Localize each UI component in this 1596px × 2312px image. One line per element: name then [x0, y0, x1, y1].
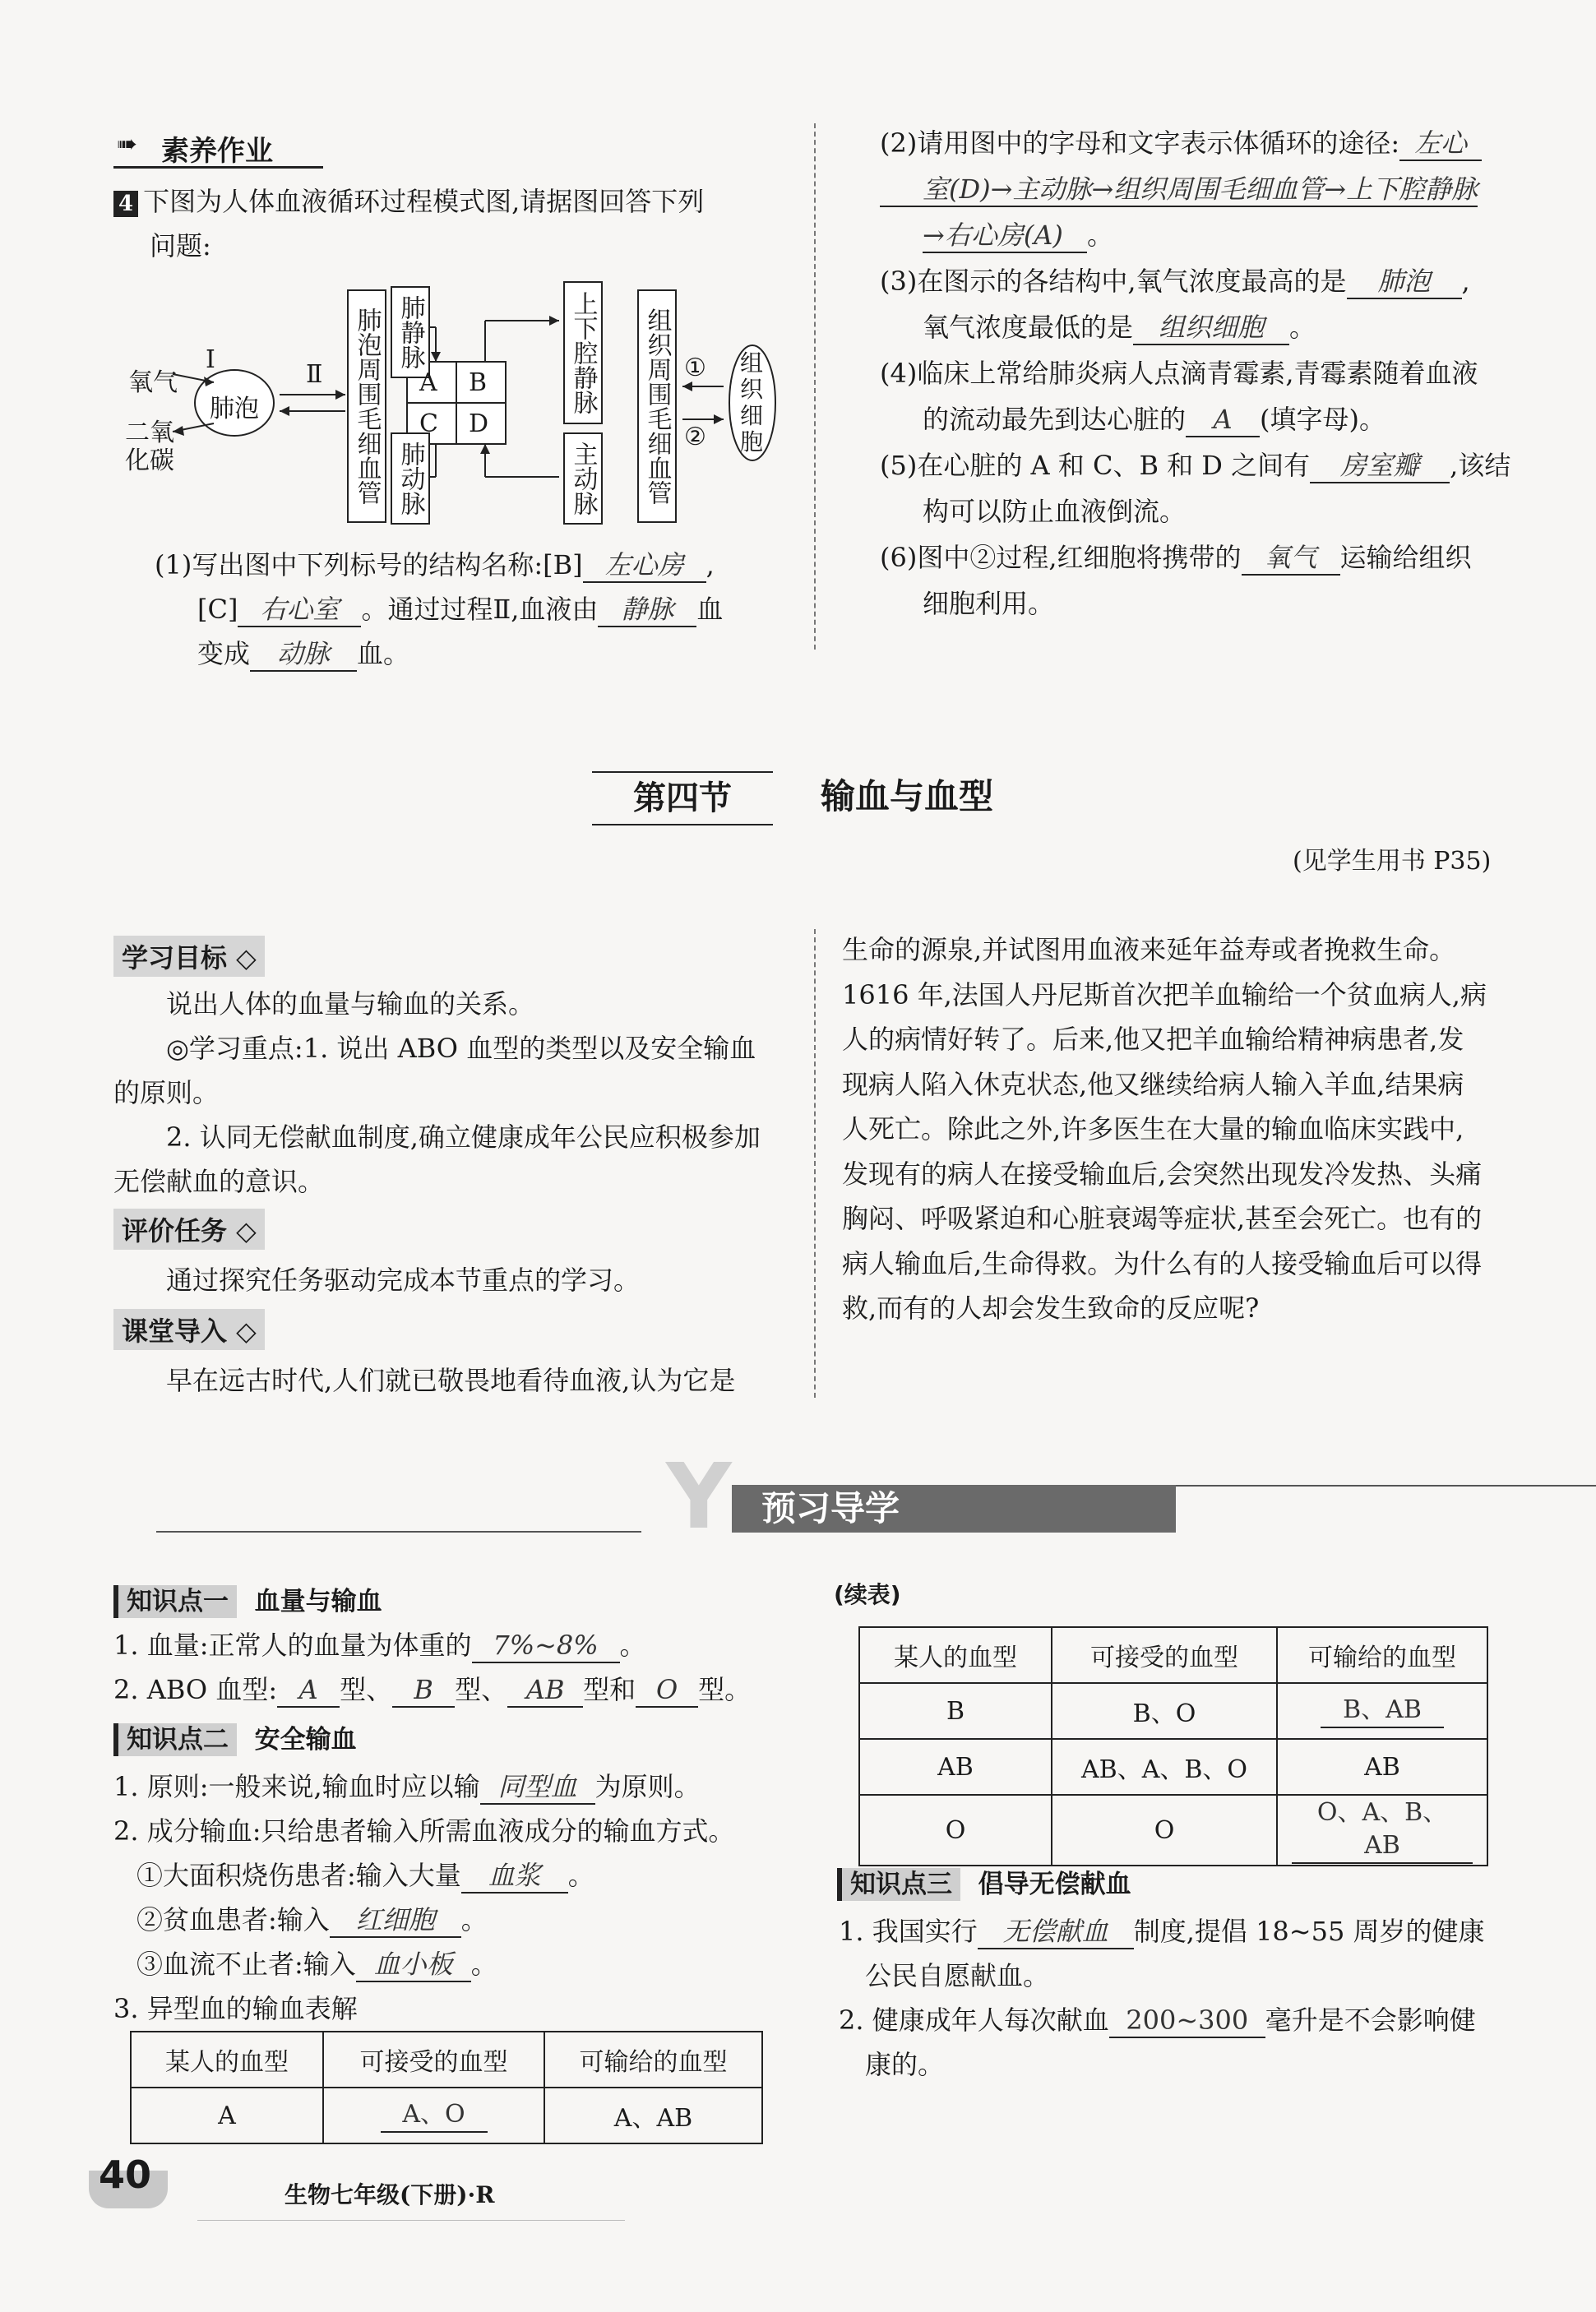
process-I-label: Ⅰ [206, 345, 215, 374]
intro-paragraph: 生命的源泉,并试图用血液来延年益寿或者挽救生命。 1616 年,法国人丹尼斯首次把羊血输给一个贫血病人,病 人的病情好转了。后来,他又把羊血输给精神病患者,发 现病人陷入休克状态,他又继续给病人输入羊血,结果病 人死亡。除此之外,许多医生在大量的输血临床实践中, 发现有的病人在接受输血后,会突然出现发冷发热、头痛 胸闷、呼吸紧迫和心脏衰竭等症状,甚至会死亡。也有的 病人输血后,生命得救。为什么有的人接受输血后可以得 救,而有的人却会发生致命的反应呢? [842, 934, 1487, 1324]
knowledge-point-3: 知识点三 倡导无偿献血 [837, 1863, 1131, 1900]
section-title: 输血与血型 [821, 776, 994, 816]
section-number: 第四节 [592, 771, 773, 825]
learning-goals-tag: 学习目标 ◇ [113, 936, 265, 977]
section-reference: (见学生用书 P35) [1293, 847, 1492, 876]
question-4 [113, 179, 796, 268]
table-row: B B、O B、AB [859, 1683, 1487, 1739]
answer-vein: 静脉 [598, 593, 696, 627]
answer-systemic-3: →右心房(A) [923, 219, 1087, 253]
homework-title: 素养作业 [161, 135, 273, 168]
answer-give-O: O、A、B、AB [1292, 1796, 1473, 1864]
continued-label: (续表) [834, 1581, 901, 1608]
evaluation-text: 通过探究任务驱动完成本节重点的学习。 [166, 1265, 641, 1296]
answer-B: 左心房 [583, 548, 706, 583]
blood-type-table-2 [858, 1626, 1488, 1866]
knowledge-point-1: 知识点一 血量与输血 [113, 1580, 382, 1617]
kp2-content: 1. 原则:一般来说,输血时应以输 同型血 为原则。 2. 成分输血:只给患者输入所需血液成分的输血方式。 ①大面积烧伤患者:输入大量 血浆 。 ②贫血患者:输入 红细胞 。 ③血流不止者:输入 血小板 。 3. 异型血的输血表解 [113, 1771, 735, 2024]
answer-give-B: B、AB [1321, 1694, 1444, 1728]
oxygen-label: 氧气 [128, 368, 178, 397]
footer-line [197, 2220, 625, 2221]
kp1-content: 1. 血量:正常人的血量为体重的 7%~8% 。 2. ABO 血型: A 型、 B 型、 AB 型和 O 型。 [113, 1623, 804, 1712]
tissue-capillaries-box: 组织周围毛细血管 [637, 289, 677, 523]
question-4-4: (4)临床上常给肺炎病人点滴青霉素,青霉素随着血液 的流动最先到达心脏的 A (填字母)。 [880, 350, 1529, 442]
answer-min-oxygen: 组织细胞 [1133, 311, 1289, 345]
answer-blood-volume: 7%~8% [472, 1629, 620, 1663]
question-number: 4 [113, 191, 138, 217]
process-1-label: ① [684, 354, 706, 382]
questions-right [880, 120, 1529, 627]
table-header-row: 某人的血型 可接受的血型 可输给的血型 [131, 2032, 762, 2088]
question-text-2: 问题: [150, 230, 211, 261]
answer-platelets: 血小板 [356, 1948, 471, 1982]
chamber-C: C [419, 409, 438, 438]
question-4-6: (6)图中②过程,红细胞将携带的 氧气 运输给组织 细胞利用。 [880, 542, 1472, 619]
table-row: O O O、A、B、AB [859, 1795, 1487, 1866]
alveoli-label: 肺泡 [210, 395, 259, 423]
pulmonary-vein-box: 肺静脉 [391, 286, 430, 378]
answer-systemic-2: 室(D)→主动脉→组织周围毛细血管→上下腔静脉 [880, 173, 1478, 207]
answer-artery: 动脉 [250, 637, 357, 672]
table-row: AB AB、A、B、O AB [859, 1739, 1487, 1795]
answer-accept-A: A、O [381, 2098, 488, 2133]
question-4-2: (2)请用图中的字母和文字表示体循环的途径: 左心 室(D)→主动脉→组织周围毛细血管→上下腔静脉 →右心房(A) 。 [880, 120, 1529, 258]
intro-tag: 课堂导入 ◇ [113, 1309, 265, 1350]
answer-type-AB: AB [507, 1673, 583, 1708]
lung-capillaries-box: 肺泡周围毛细血管 [347, 289, 386, 523]
chamber-B: B [469, 368, 488, 397]
banner-letter: Y [666, 1444, 732, 1549]
homework-header [113, 125, 323, 169]
learning-goals: 说出人体的血量与输血的关系。 ◎学习重点:1. 说出 ABO 血型的类型以及安全输血 的原则。 2. 认同无偿献血制度,确立健康成年公民应积极参加 无偿献血的意识。 [113, 988, 761, 1197]
answer-type-A: A [277, 1673, 340, 1708]
process-2-label: ② [684, 423, 706, 451]
table-header-row: 某人的血型 可接受的血型 可输给的血型 [859, 1627, 1487, 1683]
answer-rbc: 红细胞 [330, 1903, 461, 1938]
answer-plasma: 血浆 [461, 1859, 568, 1894]
pulmonary-artery-box: 肺动脉 [391, 432, 430, 525]
answer-principle: 同型血 [480, 1770, 595, 1805]
tissue-cells-label: 组织细胞 [740, 349, 764, 455]
chamber-A: A [419, 368, 437, 397]
question-4-5: (5)在心脏的 A 和 C、B 和 D 之间有 房室瓣 ,该结 构可以防止血液倒流。 [880, 450, 1511, 527]
circulation-diagram [123, 271, 781, 534]
question-4-3: (3)在图示的各结构中,氧气浓度最高的是 肺泡 , 氧气浓度最低的是 组织细胞 。 [880, 258, 1529, 350]
page-number-text: 40 [99, 2152, 152, 2197]
preview-banner [156, 1444, 1472, 1549]
arrow-icon: ➠ [117, 130, 138, 159]
evaluation-tag: 评价任务 ◇ [113, 1209, 265, 1250]
blood-type-table-1 [130, 2031, 763, 2144]
column-divider [814, 123, 816, 650]
section-heading [592, 771, 1126, 829]
column-divider-2 [814, 929, 816, 1398]
process-II-label: Ⅱ [306, 360, 323, 389]
vena-cava-box: 上下腔静脉 [563, 281, 603, 424]
answer-max-oxygen: 肺泡 [1347, 265, 1462, 299]
co2-label: 二氧化碳 [125, 418, 174, 475]
answer-donation-amount: 200~300 [1109, 2004, 1265, 2038]
answer-oxygen: 氧气 [1242, 541, 1340, 576]
table-row: A A、O A、AB [131, 2088, 762, 2143]
answer-valve: 房室瓣 [1310, 449, 1450, 483]
banner-title: 预习导学 [732, 1485, 1176, 1533]
intro-text: 早在远古时代,人们就已敬畏地看待血液,认为它是 [166, 1365, 736, 1396]
kp3-content: 1. 我国实行 无偿献血 制度,提倡 18~55 周岁的健康 公民自愿献血。 2. 健康成年人每次献血 200~300 毫升是不会影响健 康的。 [839, 1916, 1485, 2080]
answer-C: 右心室 [238, 593, 361, 627]
answer-first-chamber: A [1186, 403, 1260, 437]
aorta-box: 主动脉 [563, 432, 603, 525]
answer-systemic-1: 左心 [1399, 127, 1482, 161]
knowledge-point-2: 知识点二 安全输血 [113, 1718, 357, 1755]
chamber-D: D [469, 409, 489, 438]
answer-type-O: O [636, 1673, 698, 1708]
question-4-1: (1)写出图中下列标号的结构名称:[B] 左心房 , [C] 右心室 。通过过程Ⅱ,血液由 静脉 血 变成 动脉 血。 [155, 543, 804, 676]
answer-donation-system: 无偿献血 [978, 1915, 1134, 1949]
book-title: 生物七年级(下册)·R [285, 2181, 495, 2208]
question-text: 下图为人体血液循环过程模式图,请据图回答下列 [143, 186, 705, 217]
answer-type-B: B [392, 1673, 455, 1708]
